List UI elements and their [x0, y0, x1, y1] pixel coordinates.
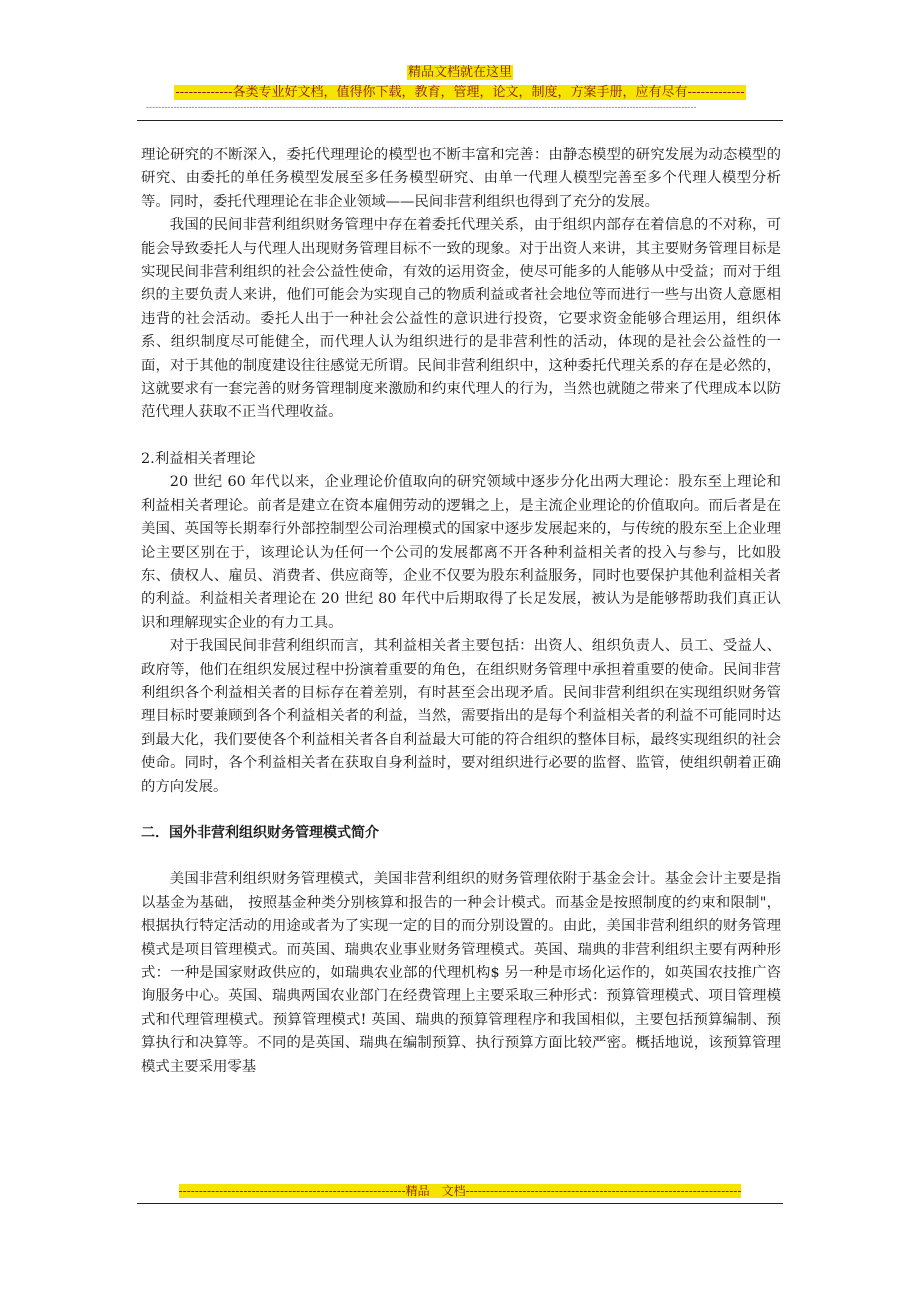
- spacer: [141, 799, 781, 822]
- paragraph-1: 理论研究的不断深入，委托代理理论的模型也不断丰富和完善：由静态模型的研究发展为动态模型的研究、由委托的单任务模型发展至多任务模型研究、由单一代理人模型完善至多个代理人模型分析等。同时，委托代理理论在非企业领域——民间非营利组织也得到了充分的发展。: [141, 147, 781, 210]
- section-heading-2: 2.利益相关者理论: [141, 450, 256, 467]
- paragraph-4: 对于我国民间非营利组织而言，其利益相关者主要包括：出资人、组织负责人、员工、受益人、政府等，他们在组织发展过程中扮演着重要的角色，在组织财务管理中承担着重要的使命。民间非营利组织各个利益相关者的目标存在着差别，有时甚至会出现矛盾。民间非营利组织在实现组织财务管理目标时要兼顾到各个利益相关者的利益，当然，需要指出的是每个利益相关者的利益不可能同时达到最大化，我们要使各个利益相关者各自利益最大可能的符合组织的整体目标，最终实现组织的社会使命。同时，各个利益相关者在获取自身利益时，要对组织进行必要的监督、监管，使组织朝着正确的方向发展。: [141, 638, 781, 795]
- section-heading-3: 二．国外非营利组织财务管理模式简介: [141, 824, 379, 841]
- paragraph-3: 20 世纪 60 年代以来，企业理论价值取向的研究领域中逐步分化出两大理论：股东至上理论和利益相关者理论。前者是建立在资本雇佣劳动的逻辑之上，是主流企业理论的价值取向。而后者是在美国、英国等长期奉行外部控制型公司治理模式的国家中逐步发展起来的，与传统的股东至上企业理论主要区别在于，该理论认为任何一个公司的发展都离不开各种利益相关者的投入与参与，比如股东、债权人、雇员、消费者、供应商等，企业不仅要为股东利益服务，同时也要保护其他利益相关者的利益。利益相关者理论在 20 世纪 80 年代中后期取得了长足发展，被认为是能够帮助我们真正认识和理解现实企业的有力工具。: [141, 474, 781, 631]
- paragraph-5: 美国非营利组织财务管理模式，美国非营利组织的财务管理依附于基金会计。基金会计主要是指以基金为基础， 按照基金种类分别核算和报告的一种会计模式。而基金是按照制度的约束和限制"，根据执行特定活动的用途或者为了实现一定的目的而分别设置的。由此，美国非营利组织的财务管理模式是项目管理模式。而英国、瑞典农业事业财务管理模式。英国、瑞典的非营利组织主要有两种形式：一种是国家财政供应的，如瑞典农业部的代理机构$ 另一种是市场化运作的，如英国农技推广咨询服务中心。英国、瑞典两国农业部门在经费管理上主要采取三种形式：预算管理模式、项目管理模式和代理管理模式。预算管理模式! 英国、瑞典的预算管理程序和我国相似，主要包括预算编制、预算执行和决算等。不同的是英国、瑞典在编制预算、执行预算方面比较严密。概括地说，该预算管理模式主要采用零基: [141, 871, 781, 1075]
- header-title: 精品文档就在这里: [407, 65, 512, 80]
- footer-banner: --------------------------------------------------------精品 文档--------------------------------------------------------------------: [178, 1184, 742, 1198]
- header-dash-line: -------------------------------------------------------------------------------------------------------------------------------------------------------------------------------------: [146, 103, 697, 113]
- document-body: [141, 144, 781, 1079]
- footer-divider: [137, 1203, 783, 1204]
- header-slogan: -------------各类专业好文档，值得你下载，教育，管理，论文，制度，方案手册，应有尽有-------------: [175, 85, 745, 100]
- paragraph-2: 我国的民间非营利组织财务管理中存在着委托代理关系，由于组织内部存在着信息的不对称，可能会导致委托人与代理人出现财务管理目标不一致的现象。对于出资人来讲，其主要财务管理目标是实现民间非营利组织的社会公益性使命，有效的运用资金，使尽可能多的人能够从中受益；而对于组织的主要负责人来讲，他们可能会为实现自己的物质利益或者社会地位等而进行一些与出资人意愿相违背的社会活动。委托人出于一种社会公益性的意识进行投资，它要求资金能够合理运用，组织体系、组织制度尽可能健全，而代理人认为组织进行的是非营利性的活动，体现的是社会公益性的一面，对于其他的制度建设往往感觉无所谓。民间非营利组织中，这种委托代理关系的存在是必然的，这就要求有一套完善的财务管理制度来激励和约束代理人的行为，当然也就随之带来了代理成本以防范代理人获取不正当代理收益。: [141, 217, 781, 421]
- header-divider: [137, 120, 783, 121]
- spacer: [141, 425, 781, 448]
- spacer: [141, 845, 781, 868]
